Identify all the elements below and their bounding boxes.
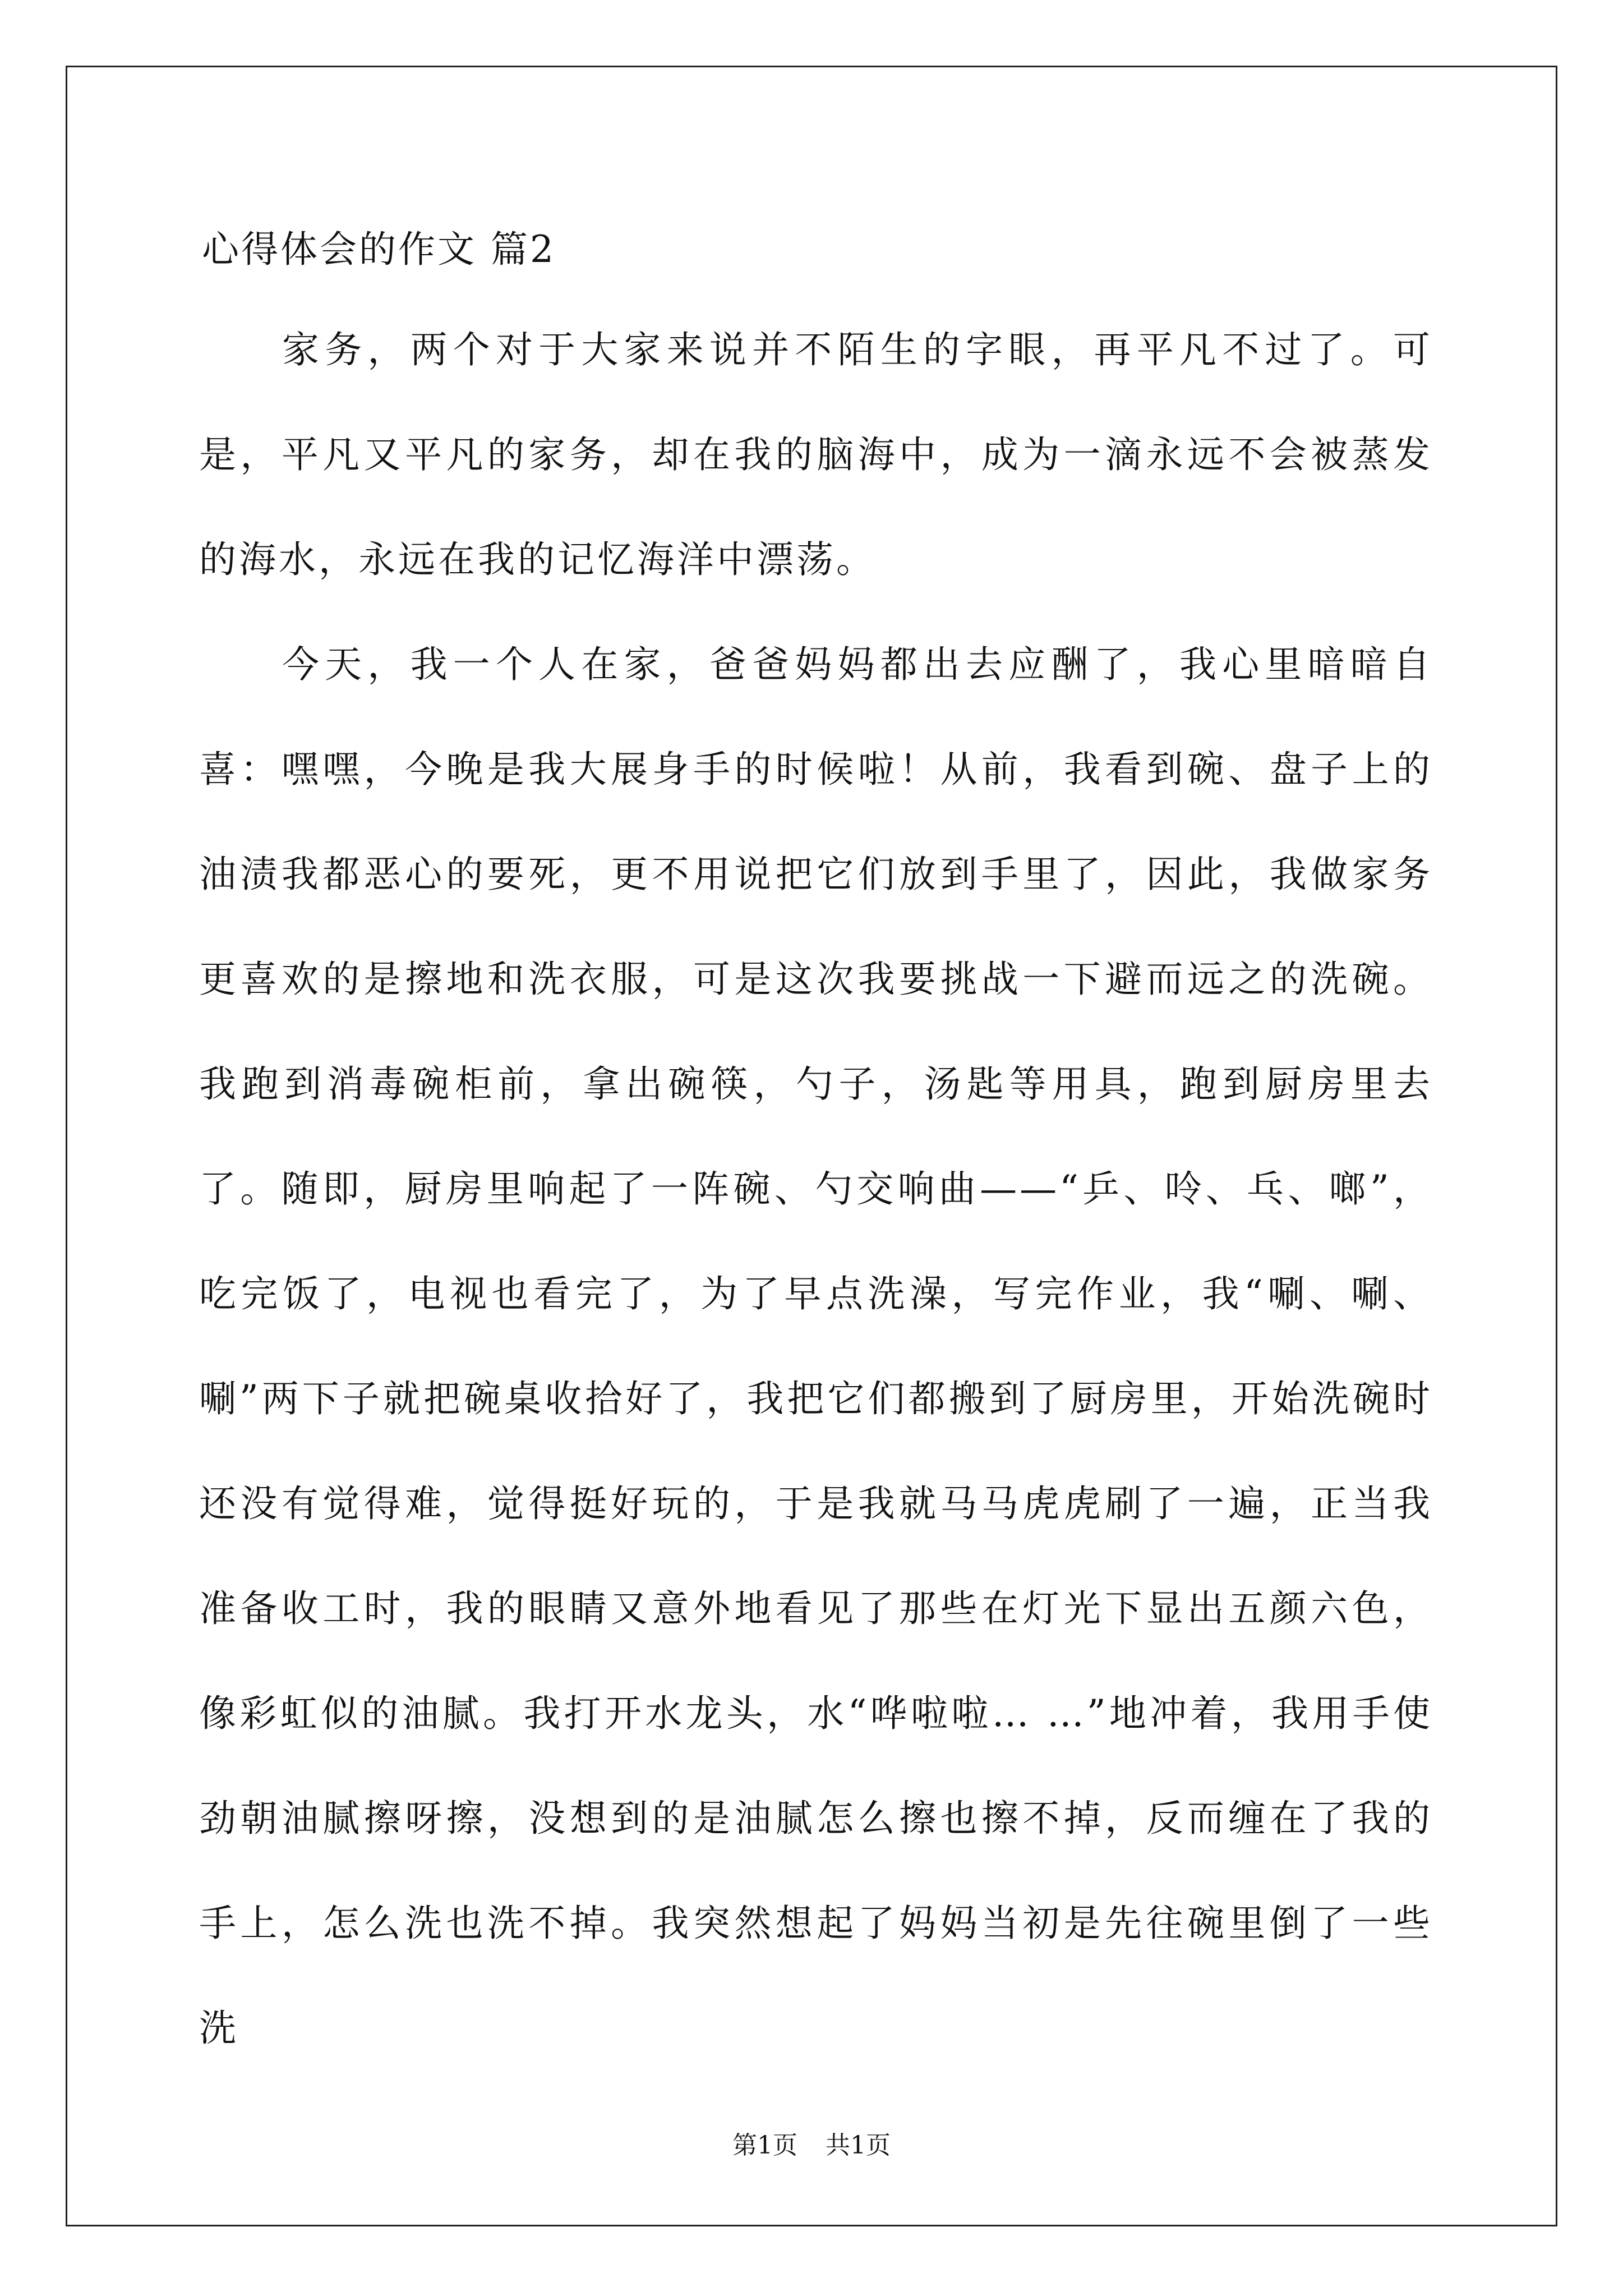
page-number: 第1页 [732, 2131, 797, 2160]
page-footer [0, 2129, 1623, 2162]
document-title: 心得体会的作文 篇2 [202, 228, 556, 271]
document-body [199, 297, 1433, 2081]
paragraph-1: 家务，两个对于大家来说并不陌生的字眼，再平凡不过了。可是，平凡又平凡的家务，却在我的脑海中，成为一滴永远不会被蒸发的海水，永远在我的记忆海洋中漂荡。 [199, 328, 1433, 581]
page-total: 共1页 [826, 2131, 891, 2160]
paragraph-2: 今天，我一个人在家，爸爸妈妈都出去应酬了，我心里暗暗自喜：嘿嘿，今晚是我大展身手的时候啦！从前，我看到碗、盘子上的油渍我都恶心的要死，更不用说把它们放到手里了，因此，我做家务更喜欢的是擦地和洗衣服，可是这次我要挑战一下避而远之的洗碗。我跑到消毒碗柜前，拿出碗筷，勺子，汤匙等用具，跑到厨房里去了。随即，厨房里响起了一阵碗、勺交响曲——“乒、呤、乓、啷”，吃完饭了，电视也看完了，为了早点洗澡，写完作业，我“唰、唰、唰”两下子就把碗桌收拾好了，我把它们都搬到了厨房里，开始洗碗时还没有觉得难，觉得挺好玩的，于是我就马马虎虎刷了一遍，正当我准备收工时，我的眼睛又意外地看见了那些在灯光下显出五颜六色，像彩虹似的油腻。我打开水龙头，水“哗啦啦… …”地冲着，我用手使劲朝油腻擦呀擦，没想到的是油腻怎么擦也擦不掉，反而缠在了我的手上，怎么洗也洗不掉。我突然想起了妈妈当初是先往碗里倒了一些洗 [199, 643, 1433, 2050]
